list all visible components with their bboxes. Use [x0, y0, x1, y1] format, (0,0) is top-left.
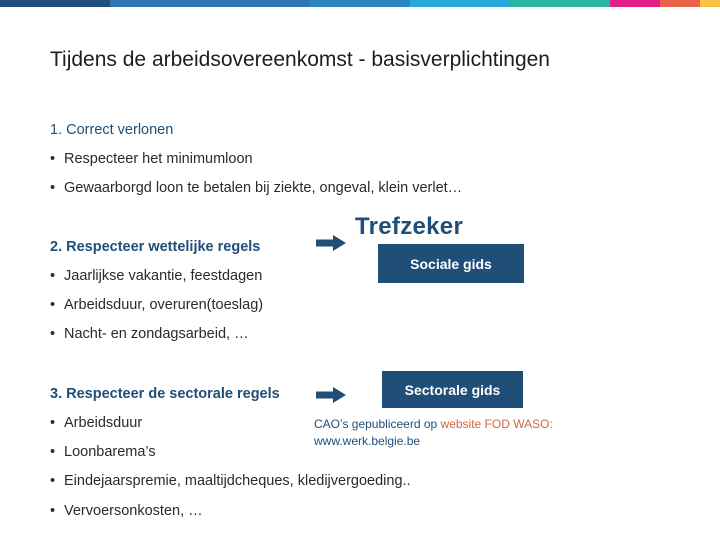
list-item-text: Gewaarborgd loon te betalen bij ziekte, ongeval, klein verlet… [64, 180, 463, 196]
sociale-gids-button[interactable]: Sociale gids [378, 244, 524, 283]
list-item-text: Arbeidsduur, overuren(toeslag) [64, 297, 264, 313]
werk-belgie-link[interactable]: www.werk.belgie.be [314, 434, 421, 448]
color-bar-segment [510, 0, 610, 7]
list-item [50, 151, 253, 167]
bullet-dot-icon: • [50, 297, 56, 313]
list-item-text: Vervoersonkosten, … [64, 503, 203, 519]
trefzeker-logo: Trefzeker [355, 213, 464, 240]
cao-note [314, 416, 553, 450]
color-bar-segment [660, 0, 700, 7]
bullet-dot-icon: • [50, 326, 56, 342]
list-item-text: Jaarlijkse vakantie, feestdagen [64, 268, 263, 284]
list-item [50, 180, 462, 196]
color-bar-segment [210, 0, 310, 7]
section-heading-correct-verlonen: 1. Correct verlonen [50, 122, 174, 138]
bullet-dot-icon: • [50, 473, 56, 489]
list-item [50, 503, 203, 519]
list-item [50, 473, 411, 489]
bullet-dot-icon: • [50, 503, 56, 519]
list-item-text: Eindejaarspremie, maaltijdcheques, kledijvergoeding.. [64, 473, 411, 489]
list-item [50, 297, 263, 313]
list-item-text: Arbeidsduur [64, 415, 143, 431]
color-bar-segment [110, 0, 210, 7]
bullet-dot-icon: • [50, 444, 56, 460]
sectorale-gids-button[interactable]: Sectorale gids [382, 371, 523, 408]
color-bar-segment [310, 0, 410, 7]
list-item-text: Respecteer het minimumloon [64, 151, 253, 167]
color-bar-segment [700, 0, 720, 7]
list-item [50, 444, 156, 460]
bullet-dot-icon: • [50, 151, 56, 167]
bullet-dot-icon: • [50, 180, 56, 196]
list-item-text: Loonbarema’s [64, 444, 156, 460]
list-item-text: Nacht- en zondagsarbeid, … [64, 326, 249, 342]
top-color-bar [0, 0, 720, 7]
section-heading-wettelijke-regels: 2. Respecteer wettelijke regels [50, 239, 261, 255]
section-heading-sectorale-regels: 3. Respecteer de sectorale regels [50, 386, 280, 402]
color-bar-segment [0, 0, 110, 7]
list-item [50, 415, 142, 431]
color-bar-segment [410, 0, 510, 7]
color-bar-segment [610, 0, 660, 7]
list-item [50, 268, 262, 284]
fod-waso-link[interactable]: website FOD WASO: [440, 417, 553, 431]
bullet-dot-icon: • [50, 415, 56, 431]
right-arrow-icon [316, 387, 346, 403]
page-title: Tijdens de arbeidsovereenkomst - basisverplichtingen [50, 48, 550, 71]
cao-note-text: CAO’s gepubliceerd op [314, 417, 441, 431]
bullet-dot-icon: • [50, 268, 56, 284]
right-arrow-icon [316, 235, 346, 251]
list-item [50, 326, 249, 342]
